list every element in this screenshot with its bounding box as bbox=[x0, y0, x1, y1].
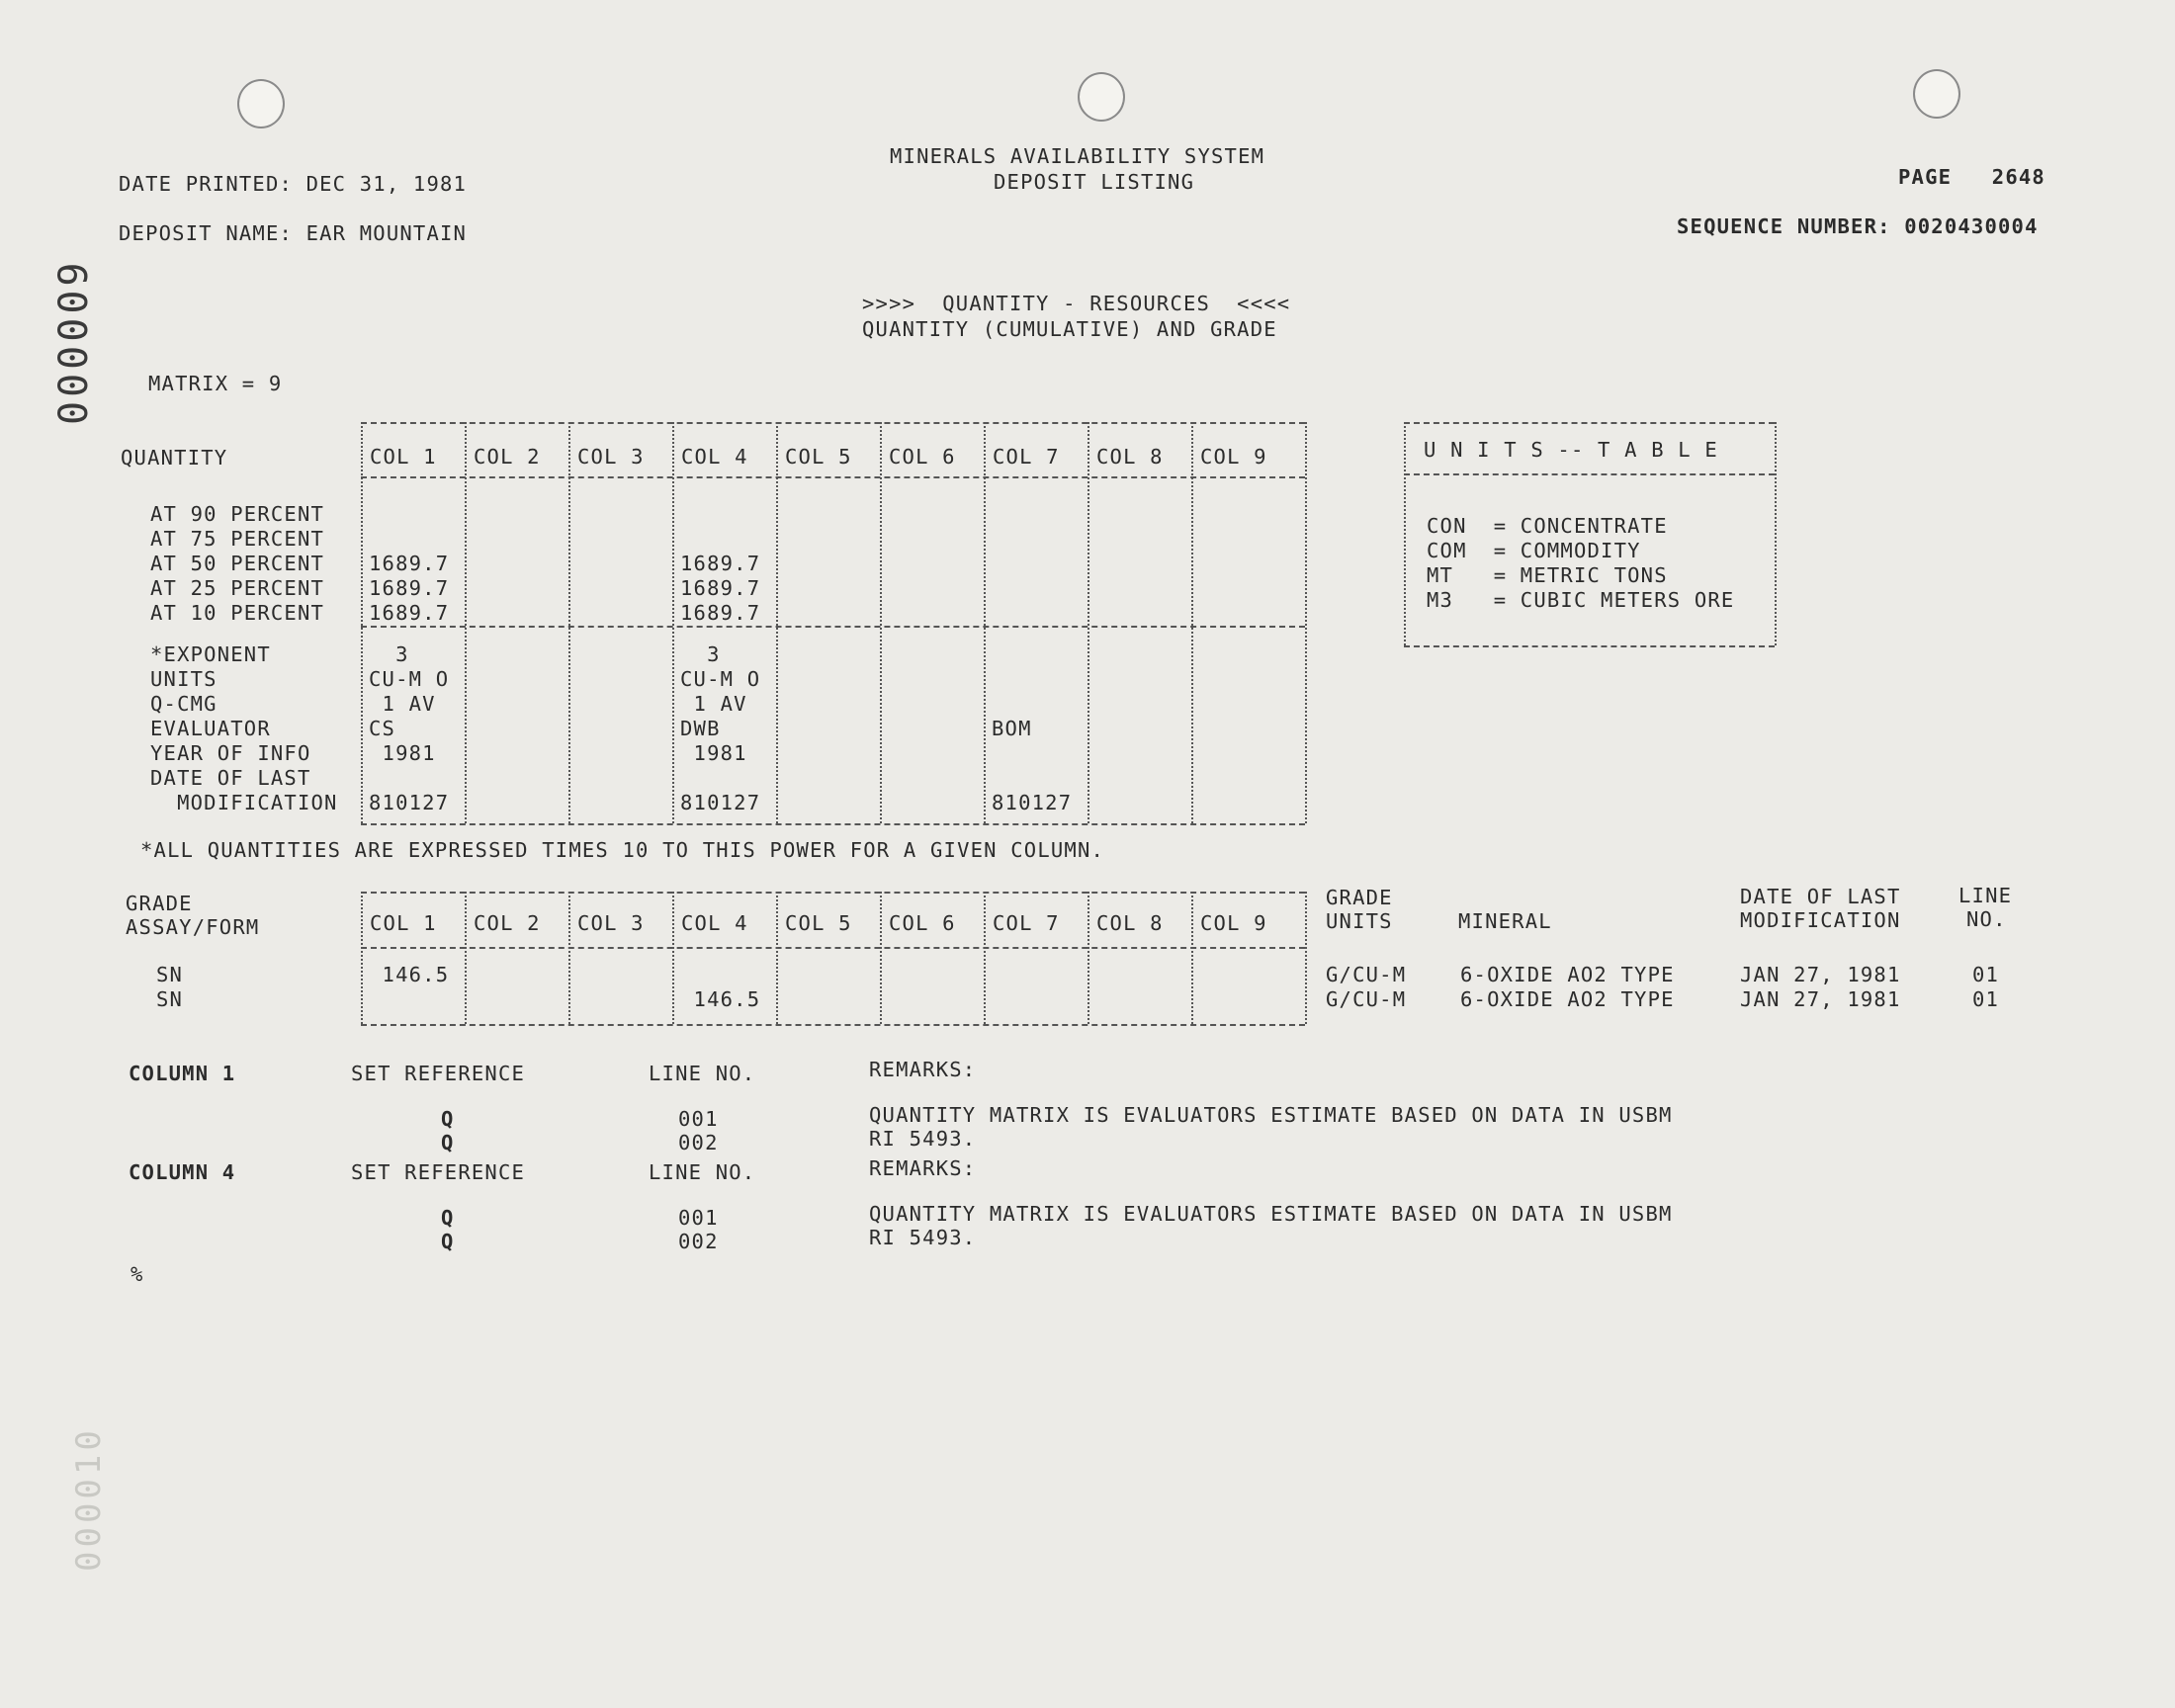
grade-col-header: COL 3 bbox=[577, 911, 645, 935]
units-rule-mid bbox=[1404, 473, 1775, 475]
binder-hole-center bbox=[1078, 72, 1125, 122]
line-no-header: LINE NO. bbox=[649, 1062, 756, 1085]
units-rule-bottom bbox=[1404, 645, 1775, 647]
grade-col-header: COL 9 bbox=[1200, 911, 1267, 935]
quantity-rule bbox=[361, 476, 1305, 478]
quantity-row-label: EVALUATOR bbox=[150, 717, 271, 740]
quantity-col-separator bbox=[880, 422, 882, 823]
line-no-header: LINE NO. bbox=[649, 1160, 756, 1184]
quantity-cell: CS bbox=[369, 717, 396, 740]
quantity-row-label: UNITS bbox=[150, 667, 218, 691]
grade-date-value: JAN 27, 1981 bbox=[1740, 963, 1901, 986]
quantity-col-header: COL 1 bbox=[370, 445, 437, 469]
units-table-title: U N I T S -- T A B L E bbox=[1424, 438, 1718, 462]
units-entry: M3 = CUBIC METERS ORE bbox=[1427, 588, 1735, 612]
binder-hole-left bbox=[237, 79, 285, 128]
listing-title: DEPOSIT LISTING bbox=[994, 170, 1195, 194]
grade-col-separator bbox=[465, 892, 467, 1024]
quantity-rule bbox=[361, 626, 1305, 628]
quantity-cell: 3 bbox=[680, 642, 721, 666]
set-reference-value: Q bbox=[441, 1107, 455, 1131]
quantity-col-header: COL 6 bbox=[889, 445, 956, 469]
remarks-header: REMARKS: bbox=[869, 1058, 977, 1081]
quantity-cell: CU-M O bbox=[680, 667, 761, 691]
quantity-col-header: COL 2 bbox=[474, 445, 541, 469]
frame-number-stamp-faint: 000010 bbox=[69, 1426, 109, 1572]
page-number: PAGE 2648 bbox=[1898, 165, 2045, 189]
line-no-header: LINE bbox=[1958, 884, 2013, 907]
quantity-col-header: COL 8 bbox=[1096, 445, 1164, 469]
quantity-col-header: COL 9 bbox=[1200, 445, 1267, 469]
end-mark: % bbox=[130, 1262, 144, 1286]
reference-column-label: COLUMN 4 bbox=[129, 1160, 236, 1184]
grade-col-separator bbox=[776, 892, 778, 1024]
quantity-col-separator bbox=[465, 422, 467, 823]
quantity-cell: 1689.7 bbox=[369, 576, 450, 600]
grade-rule bbox=[361, 1024, 1305, 1026]
grade-units-value: G/CU-M bbox=[1326, 987, 1407, 1011]
line-no-value: 001 bbox=[678, 1206, 719, 1230]
units-entry: MT = METRIC TONS bbox=[1427, 563, 1668, 587]
quantity-col-separator bbox=[361, 422, 363, 823]
grade-line-value: 01 bbox=[1972, 963, 2000, 986]
units-border-left bbox=[1404, 422, 1406, 645]
quantity-row-label: AT 25 PERCENT bbox=[150, 576, 325, 600]
units-rule-top bbox=[1404, 422, 1775, 424]
grade-mineral-value: 6-OXIDE AO2 TYPE bbox=[1460, 963, 1675, 986]
quantity-cell: 1689.7 bbox=[680, 601, 761, 625]
grade-units-header: UNITS bbox=[1326, 909, 1393, 933]
grade-col-header: COL 4 bbox=[681, 911, 748, 935]
units-entry: COM = COMMODITY bbox=[1427, 539, 1641, 562]
set-reference-value: Q bbox=[441, 1230, 455, 1253]
quantity-cell: 1689.7 bbox=[680, 552, 761, 575]
quantity-cell: 810127 bbox=[992, 791, 1073, 814]
remark-text: RI 5493. bbox=[869, 1226, 977, 1249]
quantity-cell: 810127 bbox=[369, 791, 450, 814]
quantity-col-header: COL 5 bbox=[785, 445, 852, 469]
grade-col-separator bbox=[1305, 892, 1307, 1024]
set-reference-value: Q bbox=[441, 1131, 455, 1154]
grade-col-header: COL 2 bbox=[474, 911, 541, 935]
quantity-label: QUANTITY bbox=[121, 446, 228, 470]
section-subtitle: QUANTITY (CUMULATIVE) AND GRADE bbox=[862, 317, 1277, 341]
sequence-number: SEQUENCE NUMBER: 0020430004 bbox=[1677, 214, 2039, 238]
grade-col-separator bbox=[672, 892, 674, 1024]
quantity-col-separator bbox=[568, 422, 570, 823]
grade-col-header: COL 8 bbox=[1096, 911, 1164, 935]
grade-col-separator bbox=[984, 892, 986, 1024]
grade-col-header: COL 7 bbox=[993, 911, 1060, 935]
date-printed: DATE PRINTED: DEC 31, 1981 bbox=[119, 172, 468, 196]
system-title: MINERALS AVAILABILITY SYSTEM bbox=[890, 144, 1265, 168]
date-header: DATE OF LAST bbox=[1740, 885, 1901, 908]
grade-line-value: 01 bbox=[1972, 987, 2000, 1011]
assay-form-label: ASSAY/FORM bbox=[126, 915, 260, 939]
grade-mineral-value: 6-OXIDE AO2 TYPE bbox=[1460, 987, 1675, 1011]
quantity-cell: BOM bbox=[992, 717, 1032, 740]
quantity-row-label: AT 50 PERCENT bbox=[150, 552, 325, 575]
frame-number-stamp: 000009 bbox=[51, 258, 97, 425]
quantity-row-label: AT 90 PERCENT bbox=[150, 502, 325, 526]
quantity-footnote: *ALL QUANTITIES ARE EXPRESSED TIMES 10 TO THIS POWER FOR A GIVEN COLUMN. bbox=[140, 838, 1105, 862]
quantity-row-label: *EXPONENT bbox=[150, 642, 271, 666]
grade-date-value: JAN 27, 1981 bbox=[1740, 987, 1901, 1011]
binder-hole-right bbox=[1913, 69, 1960, 119]
grade-cell: 146.5 bbox=[680, 987, 761, 1011]
grade-rule bbox=[361, 892, 1305, 894]
set-reference-header: SET REFERENCE bbox=[351, 1160, 526, 1184]
quantity-col-separator bbox=[1191, 422, 1193, 823]
date-header: MODIFICATION bbox=[1740, 908, 1901, 932]
grade-col-separator bbox=[361, 892, 363, 1024]
grade-col-header: COL 5 bbox=[785, 911, 852, 935]
set-reference-header: SET REFERENCE bbox=[351, 1062, 526, 1085]
remark-text: QUANTITY MATRIX IS EVALUATORS ESTIMATE BASED ON DATA IN USBM bbox=[869, 1202, 1673, 1226]
quantity-col-separator bbox=[1088, 422, 1089, 823]
line-no-value: 001 bbox=[678, 1107, 719, 1131]
quantity-cell: 3 bbox=[369, 642, 409, 666]
quantity-cell: 1 AV bbox=[369, 692, 436, 716]
quantity-cell: 1689.7 bbox=[369, 552, 450, 575]
grade-label: GRADE bbox=[126, 892, 193, 915]
quantity-col-separator bbox=[672, 422, 674, 823]
quantity-col-header: COL 7 bbox=[993, 445, 1060, 469]
remark-text: RI 5493. bbox=[869, 1127, 977, 1151]
quantity-cell: 1981 bbox=[680, 741, 747, 765]
quantity-cell: 810127 bbox=[680, 791, 761, 814]
quantity-col-header: COL 3 bbox=[577, 445, 645, 469]
quantity-col-separator bbox=[1305, 422, 1307, 823]
quantity-cell: 1689.7 bbox=[680, 576, 761, 600]
set-reference-value: Q bbox=[441, 1206, 455, 1230]
quantity-rule bbox=[361, 422, 1305, 424]
remarks-header: REMARKS: bbox=[869, 1156, 977, 1180]
units-border-right bbox=[1775, 422, 1777, 645]
quantity-row-label: Q-CMG bbox=[150, 692, 218, 716]
grade-col-separator bbox=[568, 892, 570, 1024]
quantity-cell: 1981 bbox=[369, 741, 436, 765]
grade-cell: 146.5 bbox=[369, 963, 450, 986]
grade-col-separator bbox=[1088, 892, 1089, 1024]
quantity-col-separator bbox=[776, 422, 778, 823]
section-title: >>>> QUANTITY - RESOURCES <<<< bbox=[862, 292, 1291, 315]
grade-units-value: G/CU-M bbox=[1326, 963, 1407, 986]
quantity-row-label: DATE OF LAST bbox=[150, 766, 311, 790]
grade-units-header: GRADE bbox=[1326, 886, 1393, 909]
reference-column-label: COLUMN 1 bbox=[129, 1062, 236, 1085]
quantity-row-label: AT 10 PERCENT bbox=[150, 601, 325, 625]
quantity-col-separator bbox=[984, 422, 986, 823]
quantity-row-label: YEAR OF INFO bbox=[150, 741, 311, 765]
line-no-value: 002 bbox=[678, 1131, 719, 1154]
quantity-row-label: AT 75 PERCENT bbox=[150, 527, 325, 551]
deposit-name: DEPOSIT NAME: EAR MOUNTAIN bbox=[119, 221, 468, 245]
matrix-label: MATRIX = 9 bbox=[148, 372, 283, 395]
quantity-cell: 1689.7 bbox=[369, 601, 450, 625]
quantity-cell: 1 AV bbox=[680, 692, 747, 716]
grade-rule bbox=[361, 947, 1305, 949]
quantity-cell: CU-M O bbox=[369, 667, 450, 691]
line-no-header: NO. bbox=[1966, 907, 2007, 931]
grade-row-label: SN bbox=[156, 987, 184, 1011]
mineral-header: MINERAL bbox=[1458, 909, 1552, 933]
quantity-cell: DWB bbox=[680, 717, 721, 740]
grade-col-header: COL 6 bbox=[889, 911, 956, 935]
grade-col-separator bbox=[1191, 892, 1193, 1024]
quantity-rule bbox=[361, 823, 1305, 825]
units-entry: CON = CONCENTRATE bbox=[1427, 514, 1668, 538]
grade-col-header: COL 1 bbox=[370, 911, 437, 935]
grade-row-label: SN bbox=[156, 963, 184, 986]
quantity-row-label: MODIFICATION bbox=[150, 791, 338, 814]
grade-col-separator bbox=[880, 892, 882, 1024]
quantity-col-header: COL 4 bbox=[681, 445, 748, 469]
remark-text: QUANTITY MATRIX IS EVALUATORS ESTIMATE BASED ON DATA IN USBM bbox=[869, 1103, 1673, 1127]
line-no-value: 002 bbox=[678, 1230, 719, 1253]
